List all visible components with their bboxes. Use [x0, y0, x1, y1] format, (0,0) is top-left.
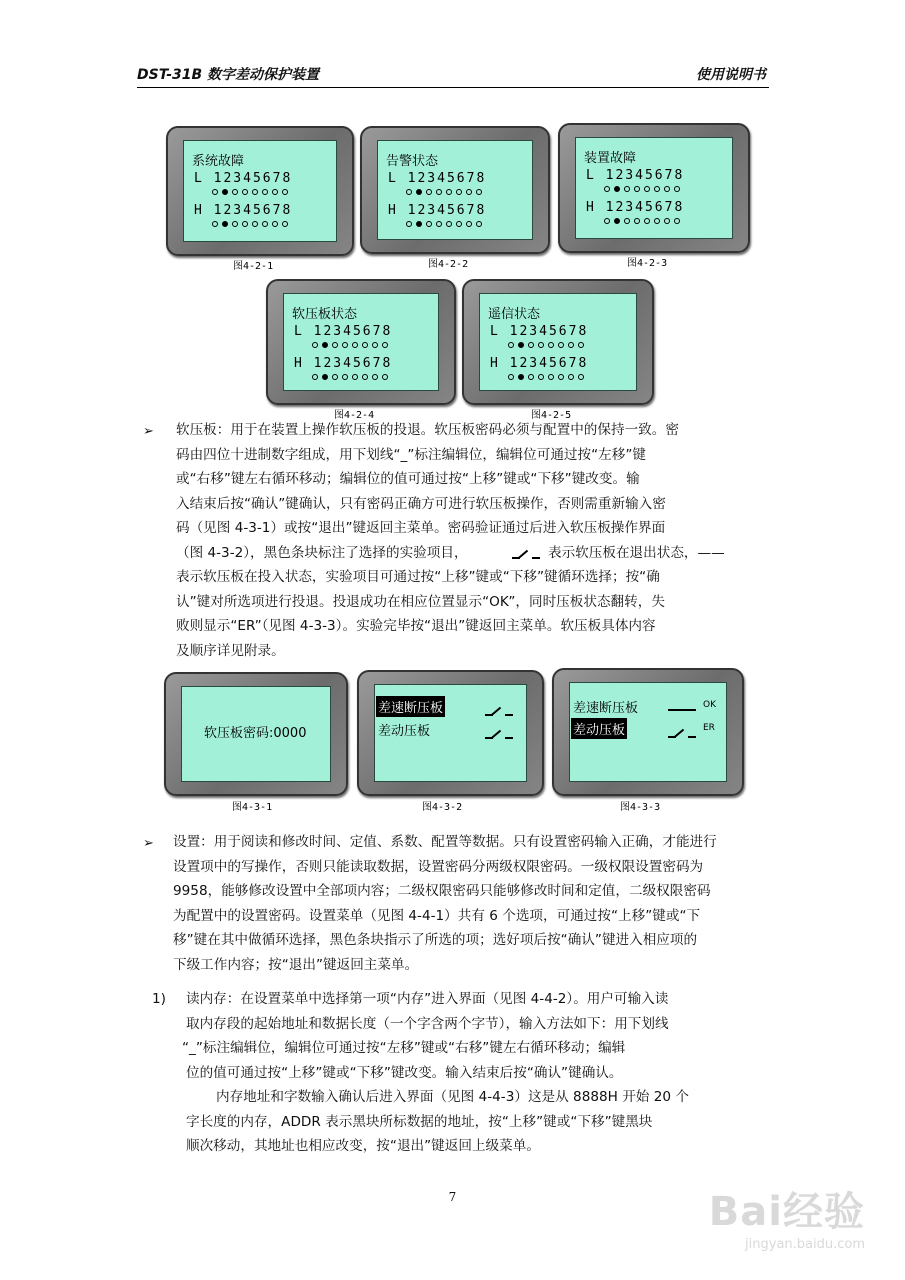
paragraph-line: 及顺序详见附录。 — [176, 642, 285, 659]
led-off-icon — [476, 221, 482, 227]
lcd-title: 遥信状态 — [488, 307, 541, 322]
paragraph-line: 下级工作内容；按“退出”键返回主菜单。 — [173, 956, 419, 973]
switch-open-icon — [512, 545, 540, 559]
lcd-row-label: H 12345678 — [294, 356, 393, 371]
paragraph-line: 顺次移动，其地址也相应改变，按“退出”键返回上级菜单。 — [186, 1138, 540, 1154]
lcd-screen — [283, 293, 439, 391]
paragraph-line: 码由四位十进制数字组成，用下划线“_”标注编辑位，编辑位可通过按“左移”键 — [176, 446, 646, 463]
paragraph-line: 9958，能够修改设置中全部项内容；二级权限密码只能够修改时间和定值，二级权限密码 — [173, 883, 711, 899]
led-off-icon — [558, 374, 564, 380]
led-off-icon — [242, 221, 248, 227]
led-on-icon — [614, 218, 620, 224]
lcd-led-row — [604, 186, 680, 192]
led-on-icon — [222, 221, 228, 227]
lcd-title: 告警状态 — [386, 154, 439, 169]
page-number: 7 — [448, 1190, 457, 1204]
lcd-row-label: L 12345678 — [490, 324, 589, 339]
led-off-icon — [604, 218, 610, 224]
lcd-figures_row1-2 — [558, 123, 750, 253]
led-off-icon — [508, 342, 514, 348]
led-on-icon — [614, 186, 620, 192]
lcd-screen — [479, 293, 637, 391]
led-off-icon — [242, 189, 248, 195]
led-off-icon — [426, 189, 432, 195]
paragraph-line: 入结束后按“确认”键确认，只有密码正确方可进行软压板操作，否则需重新输入密 — [176, 495, 666, 512]
lcd-fig-4-3-1 — [164, 672, 348, 796]
led-off-icon — [578, 374, 584, 380]
led-off-icon — [456, 221, 462, 227]
led-off-icon — [456, 189, 462, 195]
led-off-icon — [282, 189, 288, 195]
switch-open-icon — [485, 725, 513, 739]
caption-fig-4-3-3: 图4-3-3 — [620, 802, 661, 813]
lcd-led-row — [312, 342, 388, 348]
lcd-screen — [183, 140, 337, 242]
led-off-icon — [664, 186, 670, 192]
paragraph-line: 败则显示“ER”（见图 4-3-3）。实验完毕按“退出”键返回主菜单。软压板具体内容 — [176, 618, 656, 634]
item-number-1: 1) — [152, 991, 166, 1007]
paragraph-line: 移”键在其中做循环选择，黑色条块指示了所选的项；选好项后按“确认”键进入相应项的 — [173, 932, 698, 948]
lcd-led-row — [508, 374, 584, 380]
led-on-icon — [322, 342, 328, 348]
lcd-row-label: H 12345678 — [586, 200, 685, 215]
led-off-icon — [508, 374, 514, 380]
watermark-url: jingyan.baidu.com — [745, 1237, 865, 1252]
led-off-icon — [654, 186, 660, 192]
paragraph-line: 取内存段的起始地址和数据长度（一个字含两个字节），输入方法如下：用下划线 — [186, 1015, 669, 1032]
caption-fig-4-3-1: 图4-3-1 — [232, 802, 273, 813]
led-off-icon — [382, 374, 388, 380]
watermark-brand: Bai经验 — [708, 1189, 865, 1235]
paragraph-line: “_”标注编辑位，编辑位可通过按“左移”键或“右移”键左右循环移动；编辑 — [182, 1040, 626, 1056]
led-off-icon — [342, 342, 348, 348]
led-off-icon — [548, 342, 554, 348]
lcd-title: 软压板状态 — [292, 307, 358, 322]
led-off-icon — [362, 374, 368, 380]
lcd-title: 系统故障 — [192, 154, 245, 169]
figure-caption: 图4-2-3 — [627, 258, 668, 269]
led-off-icon — [538, 374, 544, 380]
paragraph-line: 设置：用于阅读和修改时间、定值、系数、配置等数据。只有设置密码输入正确，才能进行 — [173, 834, 717, 850]
led-off-icon — [604, 186, 610, 192]
header-manual-label: 使用说明书 — [696, 67, 766, 83]
led-off-icon — [252, 221, 258, 227]
paragraph-line: 内存地址和字数输入确认后进入界面（见图 4-4-3）这是从 8888H 开始 20 个 — [216, 1089, 689, 1105]
figure-caption: 图4-2-5 — [531, 410, 572, 421]
led-on-icon — [518, 374, 524, 380]
paragraph-line: 软压板：用于在装置上操作软压板的投退。软压板密码必须与配置中的保持一致。密 — [176, 422, 679, 438]
led-off-icon — [476, 189, 482, 195]
led-off-icon — [212, 189, 218, 195]
led-on-icon — [322, 374, 328, 380]
led-off-icon — [212, 221, 218, 227]
led-off-icon — [382, 342, 388, 348]
figure-caption: 图4-2-1 — [233, 261, 274, 272]
lcd-title: 装置故障 — [584, 151, 637, 166]
led-off-icon — [644, 218, 650, 224]
lcd-row-label: H 12345678 — [388, 203, 487, 218]
paragraph-line: 字长度的内存，ADDR 表示黑块所标数据的地址，按“上移”键或“下移”键黑块 — [186, 1113, 653, 1130]
lcd-screen — [575, 137, 733, 239]
led-off-icon — [282, 221, 288, 227]
header-rule — [137, 87, 769, 88]
led-off-icon — [372, 342, 378, 348]
lcd-fig-4-3-2 — [357, 670, 544, 796]
figure-caption: 图4-2-2 — [428, 259, 469, 270]
paragraph-line: 设置项中的写操作，否则只能读取数据，设置密码分两级权限密码。一级权限设置密码为 — [173, 858, 704, 875]
led-on-icon — [416, 221, 422, 227]
lcd-row-label: L 12345678 — [388, 171, 487, 186]
led-off-icon — [406, 189, 412, 195]
led-off-icon — [674, 186, 680, 192]
led-off-icon — [578, 342, 584, 348]
status-er: ER — [703, 723, 715, 733]
led-off-icon — [568, 342, 574, 348]
lcd-figures_row2-1 — [462, 279, 654, 405]
led-off-icon — [262, 189, 268, 195]
led-on-icon — [416, 189, 422, 195]
menu-item-fast-diff: 差速断压板 — [573, 701, 639, 716]
led-off-icon — [272, 189, 278, 195]
led-off-icon — [538, 342, 544, 348]
watermark — [709, 1180, 865, 1252]
led-off-icon — [362, 342, 368, 348]
figure-caption: 图4-2-4 — [334, 410, 375, 421]
paragraph-line: （图 4-3-2），黑色条块标注了选择的实验项目， — [176, 544, 468, 561]
lcd-led-row — [212, 189, 288, 195]
paragraph-line: 为配置中的设置密码。设置菜单（见图 4-4-1）共有 6 个选项，可通过按“上移”键或“下 — [173, 907, 701, 924]
paragraph-line: 表示软压板在投入状态，实验项目可通过按“上移”键或“下移”键循环选择；按“确 — [176, 569, 660, 585]
lcd-row-label: L 12345678 — [194, 171, 293, 186]
lcd-figures_row1-0 — [166, 126, 354, 256]
switch-open-icon — [668, 724, 696, 738]
led-off-icon — [446, 189, 452, 195]
led-off-icon — [466, 221, 472, 227]
paragraph-line: 表示软压板在退出状态，—— — [548, 544, 725, 561]
led-off-icon — [548, 374, 554, 380]
led-off-icon — [654, 218, 660, 224]
soft-plate-password-text: 软压板密码:0000 — [204, 726, 307, 741]
led-off-icon — [674, 218, 680, 224]
menu-item-diff-selected: 差动压板 — [571, 718, 627, 739]
led-off-icon — [466, 189, 472, 195]
led-off-icon — [664, 218, 670, 224]
switch-closed-icon — [668, 709, 696, 711]
paragraph-line: 认”键对所选项进行投退。投退成功在相应位置显示“OK”，同时压板状态翻转，失 — [176, 593, 665, 610]
lcd-row-label: H 12345678 — [490, 356, 589, 371]
led-off-icon — [352, 374, 358, 380]
led-off-icon — [332, 374, 338, 380]
led-off-icon — [568, 374, 574, 380]
led-off-icon — [312, 342, 318, 348]
led-on-icon — [222, 189, 228, 195]
paragraph-line: 或“右移”键左右循环移动；编辑位的值可通过按“上移”键或“下移”键改变。输 — [176, 471, 640, 487]
caption-fig-4-3-2: 图4-3-2 — [422, 802, 463, 813]
led-off-icon — [624, 218, 630, 224]
bullet-soft-plate: ➢ — [143, 424, 154, 439]
menu-item-diff: 差动压板 — [378, 724, 431, 739]
led-off-icon — [634, 186, 640, 192]
lcd-figures_row1-1 — [360, 126, 550, 254]
led-off-icon — [342, 374, 348, 380]
lcd-row-label: L 12345678 — [586, 168, 685, 183]
led-off-icon — [262, 221, 268, 227]
paragraph-line: 码（见图 4-3-1）或按“退出”键返回主菜单。密码验证通过后进入软压板操作界面 — [176, 520, 666, 536]
lcd-row-label: H 12345678 — [194, 203, 293, 218]
led-off-icon — [446, 221, 452, 227]
led-off-icon — [406, 221, 412, 227]
led-off-icon — [528, 374, 534, 380]
led-off-icon — [634, 218, 640, 224]
lcd-screen — [377, 140, 533, 240]
led-off-icon — [436, 221, 442, 227]
paragraph-line: 位的值可通过按“上移”键或“下移”键改变。输入结束后按“确认”键确认。 — [186, 1064, 623, 1081]
led-off-icon — [436, 189, 442, 195]
lcd-fig-4-3-3 — [552, 668, 744, 796]
header-doc-title: DST-31B 数字差动保护装置 — [137, 67, 320, 83]
led-off-icon — [528, 342, 534, 348]
led-off-icon — [352, 342, 358, 348]
led-off-icon — [272, 221, 278, 227]
lcd-row-label: L 12345678 — [294, 324, 393, 339]
led-off-icon — [232, 189, 238, 195]
led-off-icon — [252, 189, 258, 195]
led-off-icon — [232, 221, 238, 227]
led-off-icon — [312, 374, 318, 380]
led-off-icon — [558, 342, 564, 348]
status-ok: OK — [703, 700, 716, 710]
lcd-led-row — [508, 342, 584, 348]
switch-open-icon — [485, 702, 513, 716]
led-on-icon — [518, 342, 524, 348]
led-off-icon — [372, 374, 378, 380]
menu-item-fast-diff-selected: 差速断压板 — [376, 696, 445, 717]
led-off-icon — [426, 221, 432, 227]
lcd-figures_row2-0 — [266, 279, 456, 405]
bullet-settings: ➢ — [143, 836, 154, 851]
led-off-icon — [624, 186, 630, 192]
lcd-led-row — [312, 374, 388, 380]
lcd-led-row — [212, 221, 288, 227]
lcd-led-row — [406, 189, 482, 195]
led-off-icon — [644, 186, 650, 192]
lcd-led-row — [604, 218, 680, 224]
lcd-led-row — [406, 221, 482, 227]
led-off-icon — [332, 342, 338, 348]
paragraph-line: 读内存：在设置菜单中选择第一项“内存”进入界面（见图 4-4-2）。用户可输入读 — [186, 991, 669, 1007]
